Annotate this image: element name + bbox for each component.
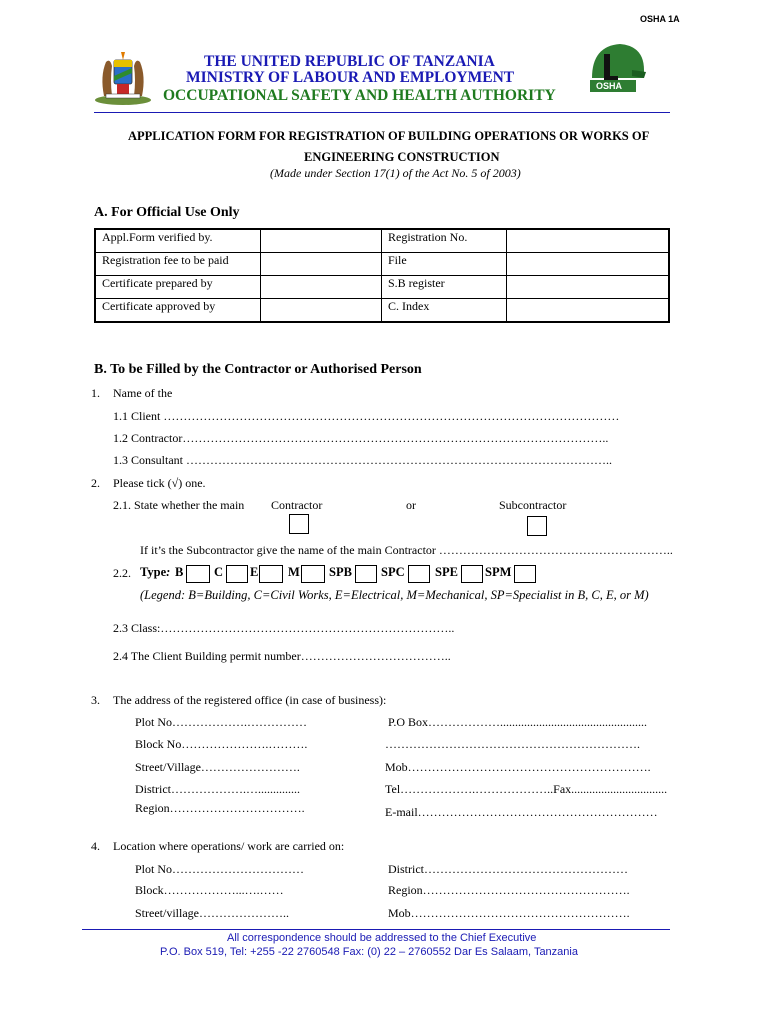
section-a-heading: A. For Official Use Only <box>94 205 240 220</box>
type-spc-checkbox[interactable] <box>408 565 430 583</box>
class-field[interactable]: 2.3 Class:……………………………………………………………….. <box>113 621 455 635</box>
table-label: Certificate prepared by <box>95 276 261 299</box>
table-label: C. Index <box>382 299 507 323</box>
office-pobox-continued-field[interactable]: ………………………………………………………. <box>385 737 640 751</box>
consultant-field[interactable]: 1.3 Consultant …………………………………………………………………………………………….. <box>113 453 613 467</box>
form-subtitle: (Made under Section 17(1) of the Act No. 5 of 2003) <box>270 166 521 180</box>
table-label: File <box>382 253 507 276</box>
type-spc-label: SPC <box>381 565 405 579</box>
q1-number: 1. <box>91 386 100 400</box>
table-label: Certificate approved by <box>95 299 261 323</box>
q4-number: 4. <box>91 839 100 853</box>
office-tel-fax-field[interactable]: Tel……………….………………..Fax................................ <box>385 782 668 796</box>
site-street-field[interactable]: Street/village………………….. <box>135 906 289 920</box>
type-legend: (Legend: B=Building, C=Civil Works, E=Electrical, M=Mechanical, SP=Specialist in B, C, E, or M) <box>140 588 649 602</box>
q21-contractor-label: Contractor <box>271 498 323 512</box>
form-title-line1: APPLICATION FORM FOR REGISTRATION OF BUILDING OPERATIONS OR WORKS OF <box>128 129 650 143</box>
type-b-label: B <box>175 565 184 579</box>
q3-number: 3. <box>91 693 100 707</box>
type-spb-label: SPB <box>329 565 352 579</box>
footer-line2: P.O. Box 519, Tel: +255 -22 2760548 Fax: (0) 22 – 2760552 Dar Es Salaam, Tanzania <box>160 946 578 958</box>
table-row <box>95 229 669 253</box>
type-m-checkbox[interactable] <box>301 565 325 583</box>
type-c-checkbox[interactable] <box>226 565 248 583</box>
site-region-field[interactable]: Region……………………………………………. <box>388 883 630 897</box>
header-authority: OCCUPATIONAL SAFETY AND HEALTH AUTHORITY <box>163 87 556 104</box>
table-input-cell[interactable] <box>507 229 670 253</box>
header-republic: THE UNITED REPUBLIC OF TANZANIA <box>204 53 495 70</box>
office-street-field[interactable]: Street/Village……………………. <box>135 760 300 774</box>
form-title-line2: ENGINEERING CONSTRUCTION <box>304 150 500 164</box>
header-divider <box>94 112 670 113</box>
type-spe-label: SPE <box>435 565 458 579</box>
type-e-label: E <box>250 565 259 579</box>
table-input-cell[interactable] <box>261 253 382 276</box>
table-input-cell[interactable] <box>261 276 382 299</box>
table-input-cell[interactable] <box>507 253 670 276</box>
type-c-label: C <box>214 565 224 579</box>
office-district-field[interactable]: District……………….….............. <box>135 782 300 796</box>
type-e-checkbox[interactable] <box>259 565 283 583</box>
subcontractor-checkbox[interactable] <box>527 516 547 536</box>
site-mob-field[interactable]: Mob………………………………………………. <box>388 906 630 920</box>
type-spb-checkbox[interactable] <box>355 565 377 583</box>
type-colon: : <box>166 565 171 579</box>
q2-number: 2. <box>91 476 100 490</box>
office-plot-field[interactable]: Plot No……………….…………… <box>135 715 308 729</box>
type-b-checkbox[interactable] <box>186 565 210 583</box>
table-input-cell[interactable] <box>261 299 382 323</box>
table-row <box>95 299 669 323</box>
q22-number: 2.2. <box>113 566 131 580</box>
table-row <box>95 253 669 276</box>
type-spm-checkbox[interactable] <box>514 565 536 583</box>
main-contractor-field[interactable]: If it’s the Subcontractor give the name of the main Contractor ………………………………………………….. <box>140 543 673 557</box>
type-label-text: Type <box>140 565 167 579</box>
site-block-field[interactable]: Block………………...….…… <box>135 883 284 897</box>
table-input-cell[interactable] <box>261 229 382 253</box>
office-pobox-field[interactable]: P.O Box………………................................................. <box>388 715 648 729</box>
q4-label: Location where operations/ work are carried on: <box>113 839 345 853</box>
q3-label: The address of the registered office (in case of business): <box>113 693 387 707</box>
client-field[interactable]: 1.1 Client …………………………………………………………………………………………………… <box>113 409 620 423</box>
type-m-label: M <box>288 565 300 579</box>
office-email-field[interactable]: E-mail…………………………………………………… <box>385 805 658 819</box>
table-label: Appl.Form verified by. <box>95 229 261 253</box>
table-label: S.B register <box>382 276 507 299</box>
coat-of-arms-emblem <box>92 46 154 106</box>
building-permit-field[interactable]: 2.4 The Client Building permit number……………………………….. <box>113 649 451 663</box>
q2-label: Please tick (√) one. <box>113 476 206 490</box>
type-label <box>140 565 170 580</box>
official-use-table <box>94 228 670 323</box>
q21-or-label: or <box>406 498 416 512</box>
q1-label: Name of the <box>113 386 173 400</box>
osha-helmet-logo <box>586 40 648 106</box>
table-label: Registration fee to be paid <box>95 253 261 276</box>
form-code: OSHA 1A <box>640 14 680 24</box>
table-label: Registration No. <box>382 229 507 253</box>
table-input-cell[interactable] <box>507 276 670 299</box>
table-row <box>95 276 669 299</box>
table-input-cell[interactable] <box>507 299 670 323</box>
office-mob-field[interactable]: Mob……………………………………………………. <box>385 760 651 774</box>
footer-line1: All correspondence should be addressed to the Chief Executive <box>227 932 537 944</box>
q21-subcontractor-label: Subcontractor <box>499 498 567 512</box>
site-district-field[interactable]: District…………………………………………… <box>388 862 628 876</box>
type-spe-checkbox[interactable] <box>461 565 483 583</box>
section-b-heading: B. To be Filled by the Contractor or Authorised Person <box>94 362 422 377</box>
contractor-field[interactable]: 1.2 Contractor…………………………………………………………………………………………….. <box>113 431 609 445</box>
osha-logo-text: OSHA <box>596 81 623 91</box>
contractor-checkbox[interactable] <box>289 514 309 534</box>
q21-label: 2.1. State whether the main <box>113 498 245 512</box>
office-region-field[interactable]: Region……………………………. <box>135 801 305 815</box>
office-block-field[interactable]: Block No………………….………. <box>135 737 308 751</box>
site-plot-field[interactable]: Plot No…………………………… <box>135 862 305 876</box>
header-ministry: MINISTRY OF LABOUR AND EMPLOYMENT <box>186 69 515 86</box>
footer-divider <box>82 929 670 930</box>
type-spm-label: SPM <box>485 565 512 579</box>
